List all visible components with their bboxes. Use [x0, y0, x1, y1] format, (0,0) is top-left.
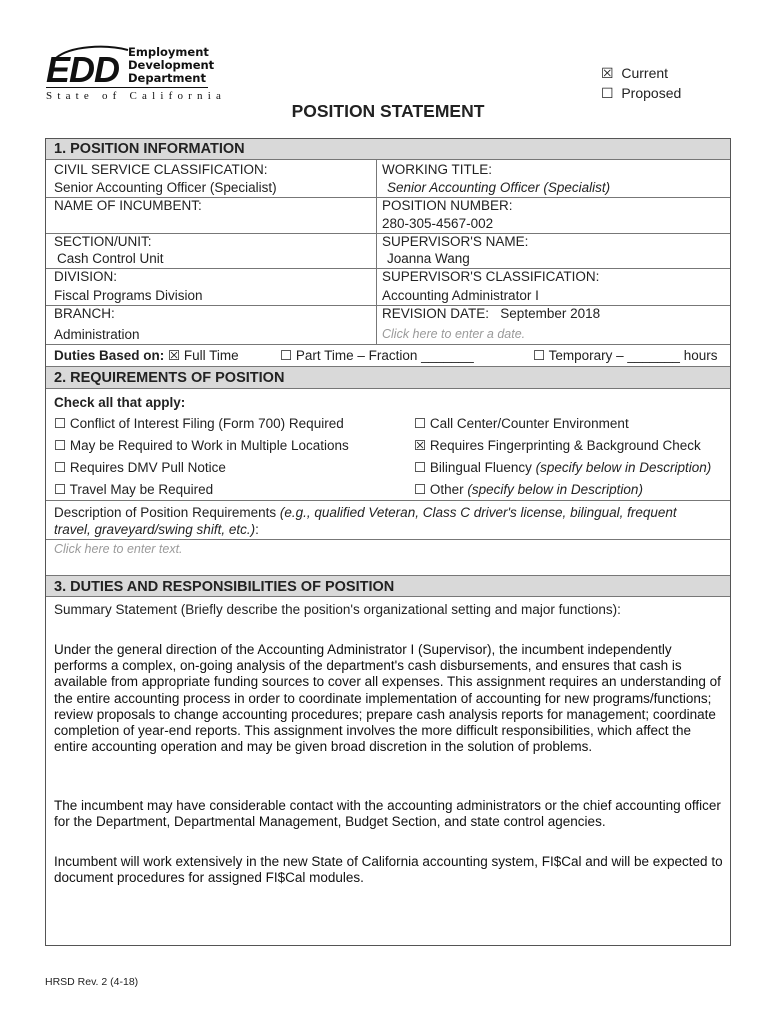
division-value[interactable]: Fiscal Programs Division — [54, 288, 203, 303]
page-title: POSITION STATEMENT — [291, 101, 485, 121]
working-title-label: WORKING TITLE: — [382, 162, 493, 177]
division-label: DIVISION: — [54, 269, 118, 284]
working-title-value[interactable]: Senior Accounting Officer (Specialist) — [387, 180, 611, 195]
branch-label: BRANCH: — [54, 306, 115, 321]
supervisor-name-label: SUPERVISOR'S NAME: — [382, 234, 529, 249]
status-proposed[interactable]: ☐ Proposed — [601, 85, 682, 101]
other-checkbox[interactable]: ☐ Other (specify below in Description) — [414, 482, 643, 497]
section3-heading: 3. DUTIES AND RESPONSIBILITIES OF POSITION — [46, 575, 730, 597]
section-unit-value[interactable]: Cash Control Unit — [57, 251, 164, 266]
fingerprinting-checkbox[interactable]: ☒ Requires Fingerprinting & Background Check — [414, 438, 701, 453]
date-placeholder[interactable]: Click here to enter a date. — [382, 327, 526, 341]
supervisor-class-label: SUPERVISOR'S CLASSIFICATION: — [382, 269, 600, 284]
logo-edd-letters: EDD — [46, 49, 120, 90]
check-all-label: Check all that apply: — [54, 395, 186, 410]
logo-rule — [46, 87, 208, 88]
multiple-locations-checkbox[interactable]: ☐ May be Required to Work in Multiple Locations — [54, 438, 349, 453]
status-current[interactable]: ☒ Current — [601, 65, 669, 81]
logo-department-name: Employment Development Department — [128, 45, 215, 85]
duties-paragraph-2[interactable]: The incumbent may have considerable contact with the accounting administrators or the chief accounting officer for the Department, Departmental Management, Budget Section, and state control agencies. — [54, 798, 721, 830]
logo-state-text: State of California — [46, 90, 227, 102]
section1-heading: 1. POSITION INFORMATION — [46, 139, 730, 160]
supervisor-name-value[interactable]: Joanna Wang — [387, 251, 470, 266]
duties-paragraph-3[interactable]: Incumbent will work extensively in the new State of California accounting system, FI$Cal and will be expected to document procedures for assigned FI$Cal modules. — [54, 854, 723, 886]
part-time-checkbox[interactable]: ☐ Part Time – Fraction _______ — [280, 348, 474, 363]
duties-based-row — [54, 348, 239, 364]
position-number-value[interactable]: 280-305-4567-002 — [382, 216, 494, 231]
position-form — [45, 138, 731, 946]
incumbent-label: NAME OF INCUMBENT: — [54, 198, 202, 213]
conflict-interest-checkbox[interactable]: ☐ Conflict of Interest Filing (Form 700) Required — [54, 416, 344, 431]
summary-label: Summary Statement (Briefly describe the position's organizational setting and major functions): — [54, 602, 621, 617]
description-label-cont: travel, graveyard/swing shift, etc.): — [54, 522, 259, 537]
call-center-checkbox[interactable]: ☐ Call Center/Counter Environment — [414, 416, 629, 431]
civil-service-value[interactable]: Senior Accounting Officer (Specialist) — [54, 180, 277, 195]
revision-date-field: REVISION DATE: September 2018 — [382, 306, 601, 321]
column-divider — [376, 160, 377, 344]
full-time-checkbox[interactable]: ☒ Full Time — [168, 348, 239, 363]
civil-service-label: CIVIL SERVICE CLASSIFICATION: — [54, 162, 268, 177]
branch-value[interactable]: Administration — [54, 327, 140, 342]
section-unit-label: SECTION/UNIT: — [54, 234, 152, 249]
duties-paragraph-1[interactable]: Under the general direction of the Accounting Administrator I (Supervisor), the incumbent independently performs a complex, on-going analysis of the department's cash disbursements, and ensures that cash is available from appropriate funding sources to cover all expenses. This assignment requires an understanding of the entire accounting process in order to coordinate implementation of accounting for new programs/functions; review proposals to change accounting procedures; prepare cash analysis reports for management; coordinate completion of year-end reports. This assignment involves the more difficult responsibilities, which affect the entire accounting operation and may be given broad discretion in the solution of problems. — [54, 642, 721, 755]
travel-checkbox[interactable]: ☐ Travel May be Required — [54, 482, 214, 497]
status-options — [601, 63, 681, 103]
position-number-label: POSITION NUMBER: — [382, 198, 513, 213]
duties-label: Duties Based on: — [54, 348, 165, 363]
description-label: Description of Position Requirements (e.g., qualified Veteran, Class C driver's license, bilingual, frequent — [54, 505, 677, 520]
temporary-checkbox[interactable]: ☐ Temporary – _______ hours — [533, 348, 718, 363]
dmv-pull-checkbox[interactable]: ☐ Requires DMV Pull Notice — [54, 460, 226, 475]
edd-logo — [46, 44, 227, 104]
description-placeholder[interactable]: Click here to enter text. — [54, 542, 183, 556]
bilingual-checkbox[interactable]: ☐ Bilingual Fluency (specify below in Description) — [414, 460, 712, 475]
form-revision-footer: HRSD Rev. 2 (4-18) — [45, 976, 139, 988]
supervisor-class-value[interactable]: Accounting Administrator I — [382, 288, 539, 303]
section2-heading: 2. REQUIREMENTS OF POSITION — [46, 366, 730, 389]
